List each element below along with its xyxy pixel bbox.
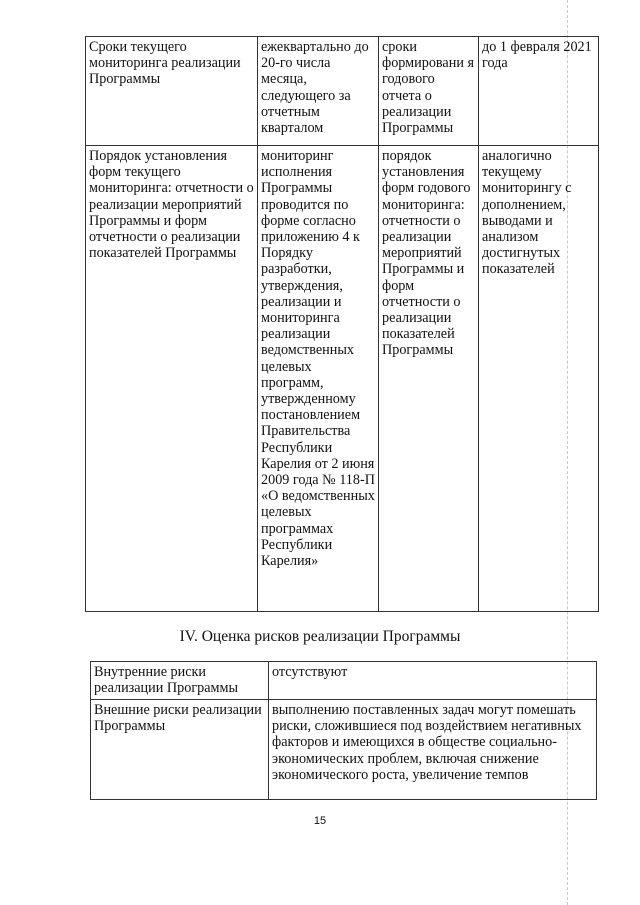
table-row <box>91 700 597 800</box>
table-cell: мониторинг исполнения Программы проводится по форме согласно приложению 4 к Порядку разработки, утверждения, реализации и мониторинга реализации ведомственных целевых программ, утвержденному постановлением Правительства Республики Карелия от 2 июня 2009 года № 118-П «О ведомственных целевых программах Республики Карелия» <box>258 146 379 612</box>
risk-value: отсутствуют <box>269 662 597 700</box>
page-number: 15 <box>313 815 327 827</box>
monitoring-table <box>85 36 599 612</box>
table-cell: аналогично текущему мониторингу с дополнением, выводами и анализом достигнутых показателей <box>479 146 599 612</box>
table-row <box>86 146 599 612</box>
table-cell: порядок установления форм годового мониторинга: отчетности о реализации мероприятий Программы и форм отчетности о реализации показателей Программы <box>379 146 479 612</box>
risk-value: выполнению поставленных задач могут помешать риски, сложившиеся под воздействием негативных факторов и имеющихся в обществе социально-экономических проблем, включая снижение экономического роста, увеличение темпов <box>269 700 597 800</box>
table-cell: Порядок установления форм текущего мониторинга: отчетности о реализации мероприятий Программы и форм отчетности о реализации показателей Программы <box>86 146 258 612</box>
table-cell: до 1 февраля 2021 года <box>479 37 599 146</box>
risk-label: Внутренние риски реализации Программы <box>91 662 269 700</box>
table-row <box>86 37 599 146</box>
table-row <box>91 662 597 700</box>
table-cell: сроки формировани я годового отчета о реализации Программы <box>379 37 479 146</box>
table-cell: Сроки текущего мониторинга реализации Программы <box>86 37 258 146</box>
risk-label: Внешние риски реализации Программы <box>91 700 269 800</box>
risk-table <box>90 661 597 800</box>
section-title: IV. Оценка рисков реализации Программы <box>179 628 461 645</box>
table-cell: ежеквартально до 20-го числа месяца, следующего за отчетным кварталом <box>258 37 379 146</box>
